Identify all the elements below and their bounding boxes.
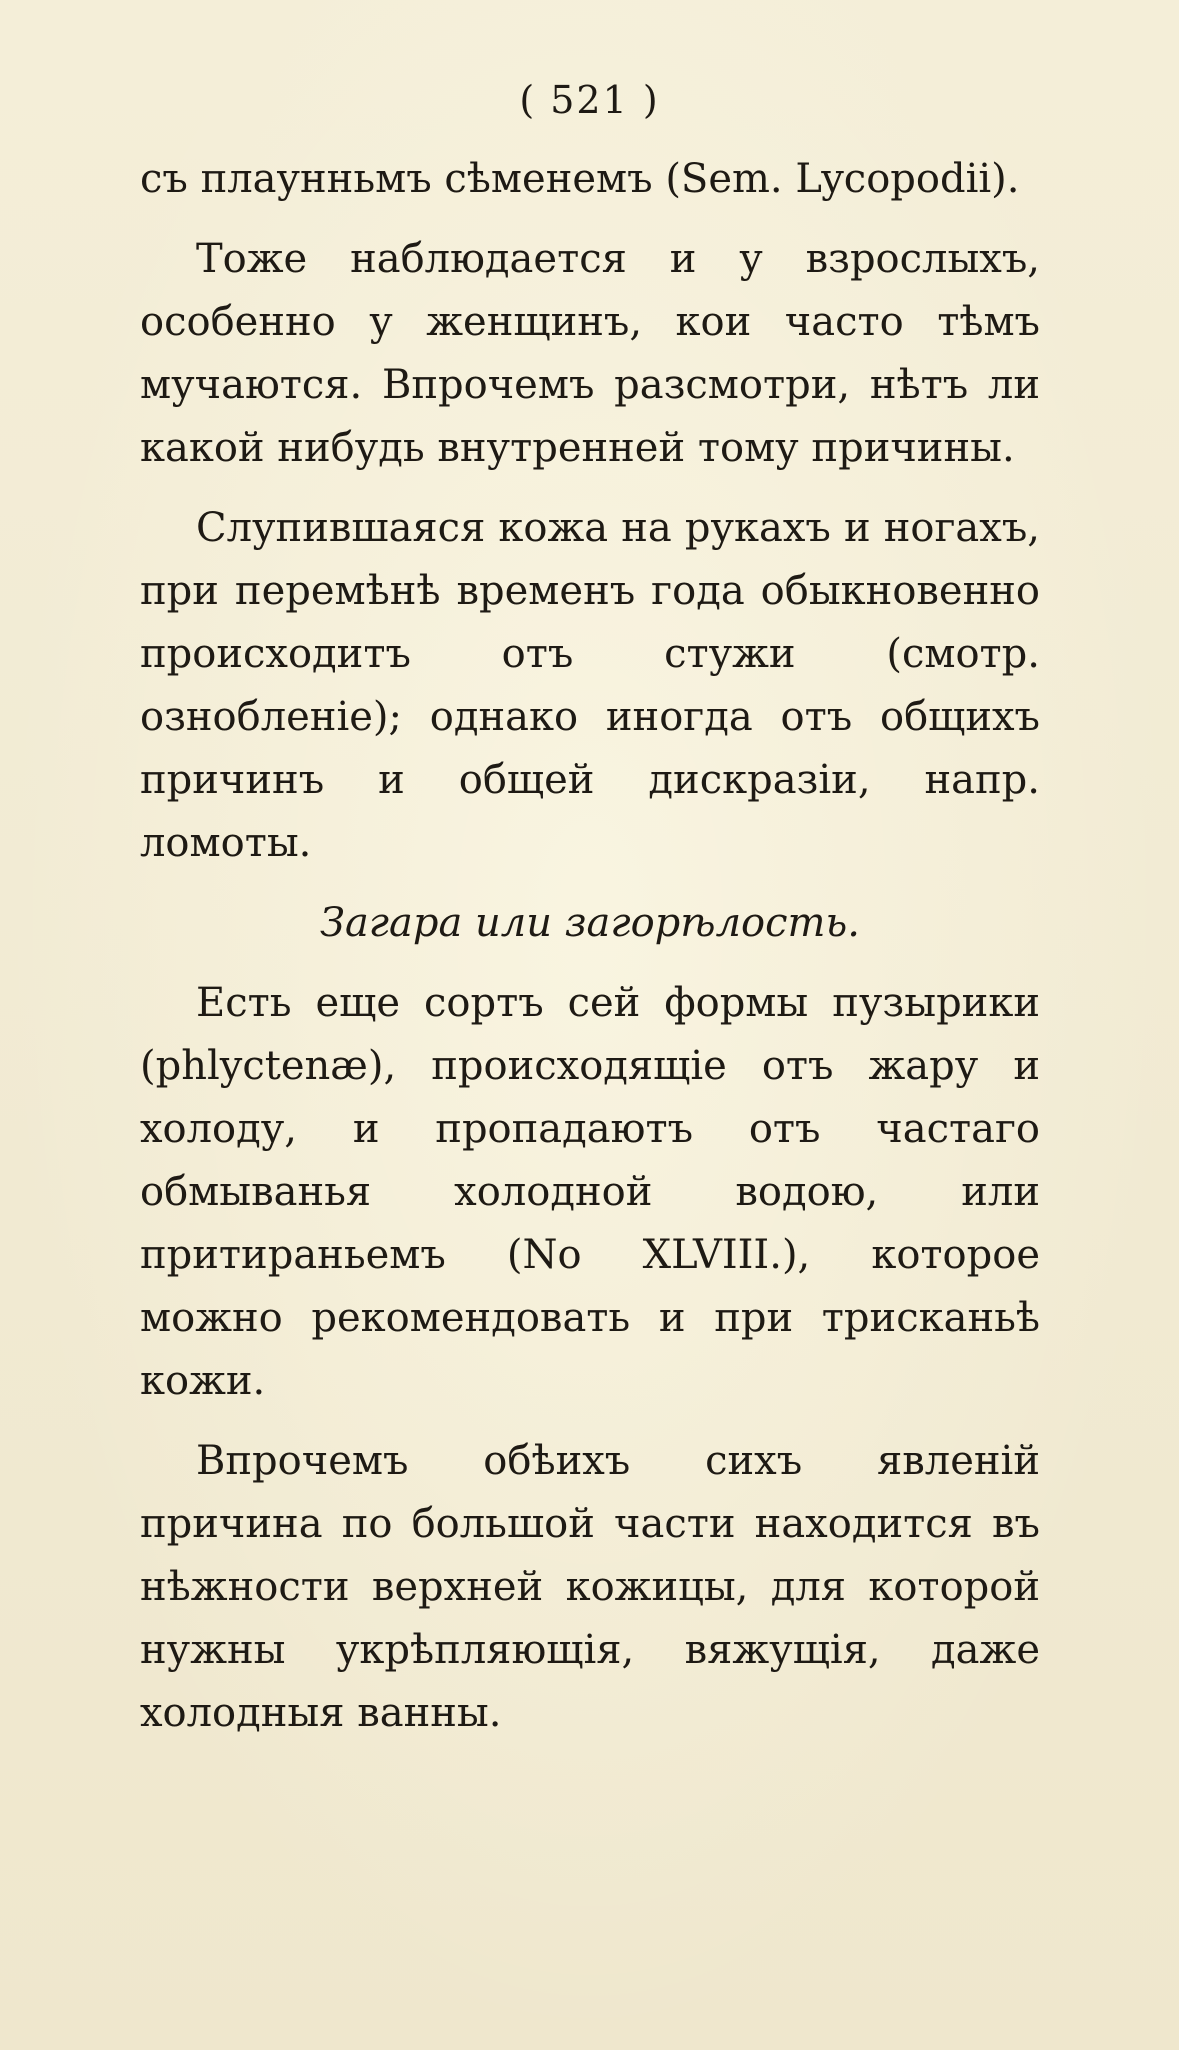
page-text	[140, 148, 1040, 1745]
paragraph: Есть еще сортъ сей формы пузырики (phlyctenæ), происходящіе отъ жару и холоду, и пропадаютъ отъ частаго обмыванья холодной водою, или притираньемъ (No XLVIII.), которое можно рекомендовать и при трисканьѣ кожи.	[140, 980, 1040, 1404]
paragraph: Впрочемъ обѣихъ сихъ явленій причина по большой части находится въ нѣжности верхней кожицы, для которой нужны укрѣпляющія, вяжущія, даже холодныя ванны.	[140, 1438, 1040, 1736]
page-number: ( 521 )	[519, 78, 660, 122]
paragraph: съ плаунньмъ сѣменемъ (Sem. Lycopodii).	[140, 156, 1020, 202]
section-heading: Загара или загорѣлость.	[320, 900, 860, 946]
paragraph: Слупившаяся кожа на рукахъ и ногахъ, при перемѣнѣ временъ года обыкновенно происходитъ отъ стужи (смотр. ознобленіе); однако иногда отъ общихъ причинъ и общей дискразіи, напр. ломоты.	[140, 505, 1040, 866]
paragraph: Тоже наблюдается и у взрослыхъ, особенно у женщинъ, кои часто тѣмъ мучаются. Впрочемъ разсмотри, нѣтъ ли какой нибудь внутренней тому причины.	[140, 236, 1040, 471]
